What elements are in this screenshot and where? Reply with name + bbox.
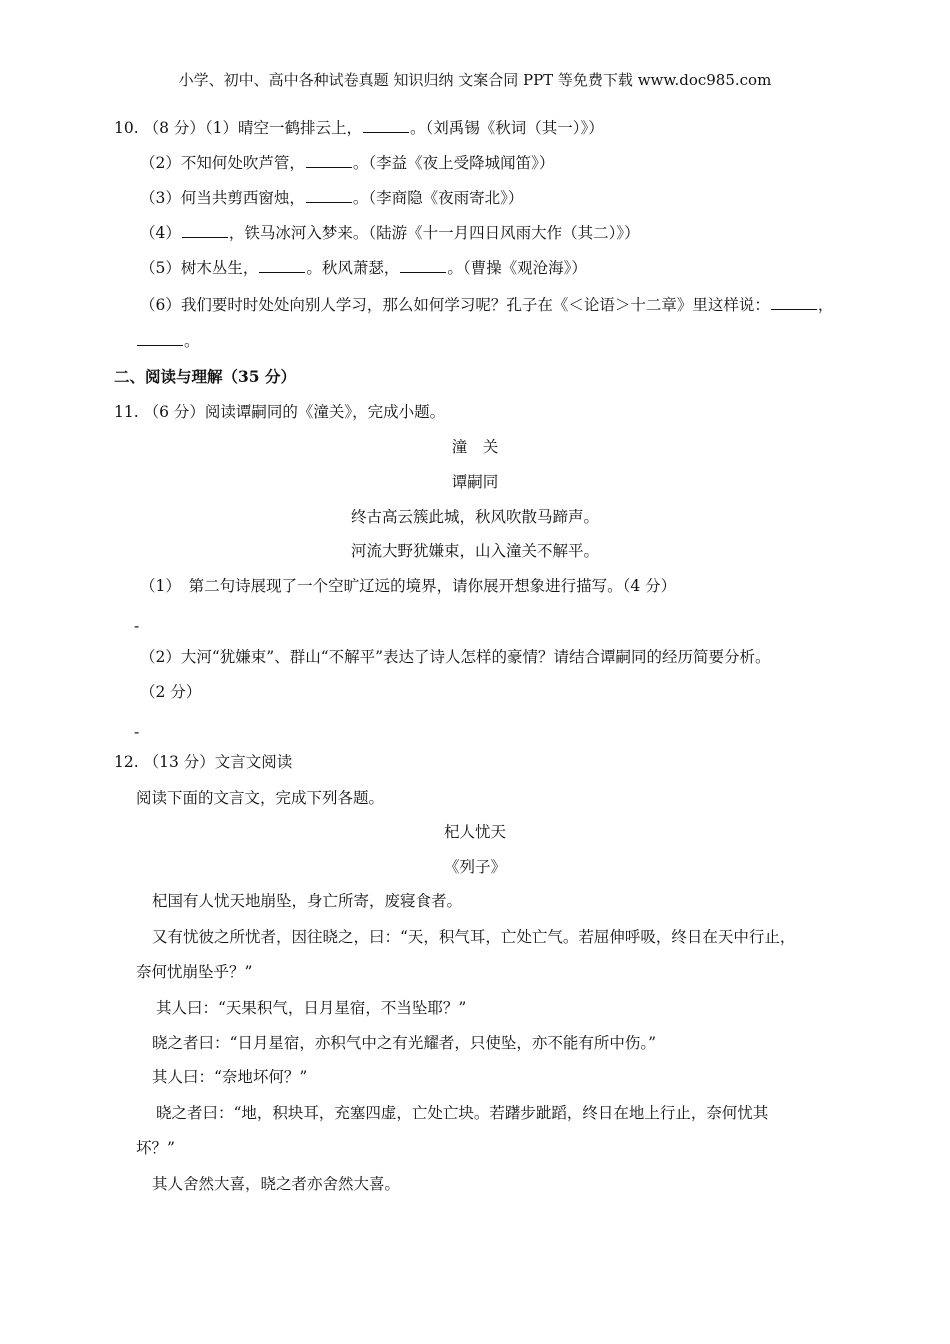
answer-blank[interactable] <box>363 118 409 133</box>
q11-sub1: （1） 第二句诗展现了一个空旷辽远的境界，请你展开想象进行描写。（4 分） <box>140 577 677 595</box>
q10-line1 <box>114 118 604 138</box>
q10-line7 <box>136 331 200 351</box>
answer-dash-1[interactable]: - <box>134 617 140 635</box>
passage-p4: 晓之者曰：“日月星宿，亦积气中之有光耀者，只使坠，亦不能有所中伤。” <box>152 1034 657 1052</box>
answer-blank[interactable] <box>771 295 817 310</box>
q10-line3-post: 。（李商隐《夜雨寄北》） <box>352 189 524 207</box>
q10-line1-post: 。（刘禹锡《秋词（其一）》） <box>409 119 604 137</box>
q10-line4-post: ，铁马冰河入梦来。（陆游《十一月四日风雨大作（其二）》） <box>228 224 640 242</box>
poem-line-1: 终古高云簇此城，秋风吹散马蹄声。 <box>350 508 599 526</box>
page-header: 小学、初中、高中各种试卷真题 知识归纳 文案合同 PPT 等免费下载 www.doc985.com <box>178 71 772 89</box>
q10-line5-post: 。（曹操《观沧海》） <box>447 259 587 277</box>
passage-p6a: 晓之者曰：“地，积块耳，充塞四虚，亡处亡块。若躇步跐蹈，终日在地上行止，奈何忧其 <box>156 1104 769 1122</box>
passage-p3: 其人曰：“天果积气，日月星宿，不当坠耶？” <box>156 999 467 1017</box>
passage-p6b: 坏？” <box>136 1139 175 1157</box>
poem-line-2: 河流大野犹嫌束，山入潼关不解平。 <box>350 542 599 560</box>
q10-line1-pre: 10. （8 分）（1）晴空一鹤排云上， <box>114 119 362 137</box>
q10-line2 <box>140 153 554 173</box>
q10-line3-pre: （3）何当共剪西窗烛， <box>140 189 305 207</box>
q12-instruction: 阅读下面的文言文，完成下列各题。 <box>136 789 385 807</box>
passage-source: 《列子》 <box>443 858 506 876</box>
q12-intro: 12. （13 分）文言文阅读 <box>114 753 293 771</box>
q10-line4-pre: （4） <box>140 224 181 242</box>
answer-blank[interactable] <box>259 258 305 273</box>
q10-line5 <box>140 258 587 278</box>
passage-title: 杞人忧天 <box>443 823 506 841</box>
answer-blank[interactable] <box>306 153 352 168</box>
q10-line6 <box>140 295 833 315</box>
poem-title: 潼 关 <box>451 438 499 456</box>
passage-p7: 其人舍然大喜，晓之者亦舍然大喜。 <box>152 1175 401 1193</box>
q10-line2-post: 。（李益《夜上受降城闻笛》） <box>352 154 555 172</box>
answer-dash-2[interactable]: - <box>134 723 140 741</box>
q11-sub2: （2）大河“犹嫌束”、群山“不解平”表达了诗人怎样的豪情？请结合谭嗣同的经历简要分析。 <box>140 648 771 666</box>
q10-line5-mid: 。秋风萧瑟， <box>306 259 400 277</box>
answer-blank[interactable] <box>400 258 446 273</box>
passage-p5: 其人曰：“奈地坏何？” <box>152 1068 308 1086</box>
q11-intro: 11. （6 分）阅读谭嗣同的《潼关》，完成小题。 <box>114 403 446 421</box>
answer-blank[interactable] <box>182 223 228 238</box>
passage-p1: 杞国有人忧天地崩坠，身亡所寄，废寝食者。 <box>152 892 463 910</box>
q11-sub2-score: （2 分） <box>140 683 202 701</box>
answer-blank[interactable] <box>137 331 183 346</box>
poem-author: 谭嗣同 <box>451 473 499 491</box>
q10-line6-pre: （6）我们要时时处处向别人学习，那么如何学习呢？孔子在《＜论语＞十二章》里这样说： <box>140 296 770 314</box>
answer-blank[interactable] <box>306 188 352 203</box>
q10-line2-pre: （2）不知何处吹芦管， <box>140 154 305 172</box>
q10-line4 <box>140 223 640 243</box>
q10-line5-pre: （5）树木丛生， <box>140 259 259 277</box>
q10-line7-post: 。 <box>184 332 200 350</box>
passage-p2b: 奈何忧崩坠乎？” <box>136 963 253 981</box>
section-title: 二、阅读与理解（35 分） <box>114 367 296 386</box>
q10-line3 <box>140 188 523 208</box>
q10-line6-post: ， <box>817 296 834 314</box>
passage-p2a: 又有忧彼之所忧者，因往晓之，曰：“天，积气耳，亡处亡气。若屈伸呼吸，终日在天中行止， <box>152 928 796 946</box>
